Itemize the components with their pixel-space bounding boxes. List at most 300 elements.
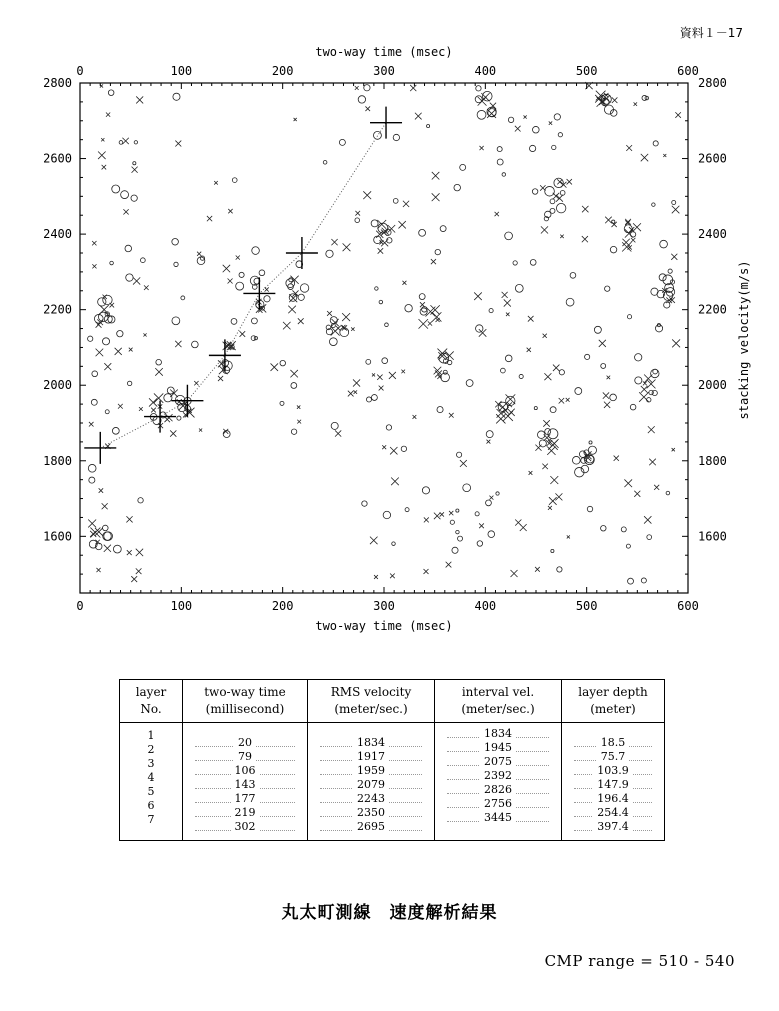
semblance-o-marker — [374, 236, 381, 243]
layer-no-cell: 2 — [120, 743, 182, 757]
two-way-time-cell: 219 — [183, 806, 307, 820]
semblance-o-marker — [532, 189, 538, 195]
velocity-picks — [84, 107, 402, 464]
header-line: (meter) — [590, 702, 636, 716]
semblance-o-marker — [405, 304, 412, 311]
semblance-x-marker — [413, 415, 417, 419]
semblance-x-marker — [283, 322, 291, 330]
semblance-o-marker — [362, 501, 367, 506]
semblance-o-marker — [131, 195, 137, 201]
semblance-o-marker — [630, 404, 636, 410]
y-right-tick-label: 2400 — [698, 227, 727, 242]
semblance-o-marker — [627, 315, 631, 319]
semblance-x-marker — [440, 512, 444, 516]
semblance-x-marker — [389, 372, 396, 379]
semblance-o-marker — [466, 380, 473, 387]
semblance-o-marker — [141, 258, 146, 263]
semblance-o-marker — [488, 531, 495, 538]
semblance-x-marker — [154, 393, 163, 402]
semblance-x-marker — [194, 381, 198, 385]
semblance-o-marker — [601, 363, 606, 368]
x-bottom-tick-label: 100 — [170, 599, 193, 613]
semblance-x-marker — [92, 264, 96, 268]
semblance-o-marker — [570, 272, 576, 278]
semblance-x-marker — [567, 535, 570, 538]
y-axis-right-label: stacking velocity(m/s) — [737, 260, 751, 420]
header-line: layer — [135, 685, 167, 699]
semblance-x-marker — [132, 167, 138, 173]
semblance-x-marker — [123, 209, 128, 214]
semblance-x-marker — [672, 339, 680, 347]
semblance-o-marker — [452, 547, 458, 553]
two-way-time-cell: 20 — [183, 736, 307, 750]
semblance-o-marker — [668, 269, 672, 273]
semblance-o-marker — [551, 549, 554, 552]
layer-table-wrapper — [119, 679, 665, 841]
semblance-x-marker — [139, 407, 143, 411]
y-left-tick-label: 2800 — [43, 76, 72, 90]
semblance-x-marker — [634, 491, 640, 497]
semblance-x-marker — [151, 408, 156, 413]
layer-no-cell: 4 — [120, 771, 182, 785]
page-reference: 資料１－17 — [679, 26, 743, 40]
header-line: interval vel. — [461, 685, 535, 699]
y-right-tick-label: 2800 — [698, 76, 727, 90]
layer-depth-cell: 103.9 — [562, 764, 664, 778]
semblance-o-marker — [197, 257, 205, 265]
semblance-x-marker — [535, 567, 540, 572]
semblance-o-marker — [103, 525, 109, 531]
y-left-tick-label: 2000 — [43, 378, 72, 393]
semblance-x-marker — [131, 576, 137, 582]
semblance-x-marker — [197, 252, 201, 256]
semblance-o-marker — [486, 500, 492, 506]
semblance-o-marker — [280, 360, 285, 365]
semblance-o-marker — [366, 397, 371, 402]
semblance-o-marker — [641, 578, 646, 583]
semblance-x-marker — [432, 172, 440, 180]
semblance-x-marker — [486, 440, 490, 444]
semblance-x-marker — [634, 102, 637, 105]
semblance-x-marker — [567, 179, 572, 184]
semblance-o-marker — [405, 508, 409, 512]
semblance-o-marker — [126, 274, 133, 281]
semblance-o-marker — [502, 173, 506, 177]
semblance-x-marker — [228, 278, 233, 283]
semblance-o-marker — [379, 300, 383, 304]
semblance-o-marker — [626, 544, 630, 548]
semblance-x-marker — [214, 181, 218, 185]
semblance-o-marker — [508, 117, 513, 122]
velocity-pick-cross — [84, 432, 116, 464]
semblance-x-marker — [524, 115, 527, 118]
semblance-o-marker — [572, 456, 580, 464]
semblance-x-marker — [542, 464, 548, 470]
x-bottom-tick-label: 200 — [271, 599, 294, 613]
semblance-x-marker — [342, 313, 350, 321]
semblance-o-marker — [177, 416, 181, 420]
semblance-o-marker — [232, 178, 237, 183]
semblance-o-marker — [386, 425, 391, 430]
semblance-o-marker — [331, 422, 338, 429]
rms-velocity-cell: 2695 — [308, 820, 434, 834]
header-line: (meter/sec.) — [461, 702, 535, 716]
semblance-o-marker — [121, 191, 129, 199]
semblance-o-marker — [102, 338, 109, 345]
semblance-x-marker — [398, 221, 405, 228]
x-axis-bottom-label: two-way time (msec) — [315, 619, 453, 633]
semblance-x-marker — [88, 520, 96, 528]
semblance-o-marker — [364, 85, 370, 91]
rms-velocity-cell: 2243 — [308, 792, 434, 806]
semblance-x-marker — [556, 195, 563, 202]
semblance-o-marker — [223, 431, 230, 438]
layer-depth-cell: 397.4 — [562, 820, 664, 834]
header-interval-velocity — [435, 680, 562, 723]
semblance-o-marker — [463, 484, 471, 492]
semblance-x-marker — [548, 506, 552, 510]
layer-no-cell: 5 — [120, 785, 182, 799]
semblance-x-marker — [355, 86, 359, 90]
semblance-x-marker — [122, 138, 128, 144]
semblance-x-marker — [90, 531, 96, 537]
semblance-x-marker — [560, 235, 563, 238]
semblance-o-marker — [655, 325, 662, 332]
semblance-x-marker — [506, 313, 509, 316]
semblance-o-marker — [373, 131, 381, 139]
semblance-x-marker — [549, 497, 557, 505]
semblance-x-marker — [298, 318, 304, 324]
semblance-o-marker — [259, 270, 265, 276]
semblance-o-marker — [475, 512, 479, 516]
semblance-o-marker — [554, 114, 560, 120]
semblance-o-marker — [375, 287, 378, 290]
velocity-pick-cross — [243, 277, 275, 309]
semblance-o-marker — [456, 509, 459, 512]
semblance-o-marker — [382, 358, 388, 364]
semblance-x-marker — [403, 201, 409, 207]
semblance-o-marker — [566, 298, 574, 306]
semblance-x-marker — [265, 287, 269, 291]
semblance-o-marker — [392, 542, 396, 546]
semblance-o-marker — [251, 336, 256, 341]
semblance-x-marker — [218, 376, 223, 381]
x-bottom-tick-label: 500 — [575, 599, 598, 613]
semblance-o-marker — [340, 328, 349, 337]
layer-depth-cell: 254.4 — [562, 806, 664, 820]
x-top-tick-label: 400 — [474, 64, 497, 78]
semblance-o-marker — [672, 200, 676, 204]
semblance-x-marker — [331, 239, 337, 245]
y-right-tick-label: 2600 — [698, 151, 727, 166]
semblance-x-marker — [624, 479, 632, 487]
semblance-o-marker — [89, 477, 95, 483]
semblance-o-marker — [174, 262, 178, 266]
semblance-x-marker — [336, 326, 341, 331]
axes — [43, 64, 727, 613]
semblance-o-marker — [250, 276, 259, 285]
interval-velocity-cell: 2826 — [435, 783, 561, 797]
semblance-x-marker — [431, 259, 436, 264]
semblance-o-marker — [385, 323, 389, 327]
semblance-x-marker — [625, 219, 631, 225]
semblance-x-marker — [612, 97, 618, 103]
semblance-x-marker — [377, 375, 382, 380]
semblance-x-marker — [647, 379, 656, 388]
semblance-x-marker — [199, 428, 202, 431]
semblance-x-marker — [133, 277, 140, 284]
semblance-o-marker — [291, 429, 296, 434]
semblance-x-marker — [511, 570, 518, 577]
semblance-o-marker — [443, 370, 447, 374]
layer-depth-column — [562, 723, 665, 841]
semblance-x-marker — [379, 386, 384, 391]
semblance-x-marker — [102, 503, 108, 509]
semblance-x-marker — [115, 348, 122, 355]
semblance-o-marker — [119, 141, 123, 145]
pick-trend-polyline — [100, 123, 386, 448]
semblance-o-marker — [92, 371, 98, 377]
semblance-o-marker — [456, 530, 459, 533]
semblance-x-marker — [543, 420, 550, 427]
semblance-x-marker — [604, 402, 610, 408]
semblance-x-marker — [155, 368, 163, 376]
semblance-x-marker — [391, 478, 399, 486]
semblance-o-marker — [450, 520, 454, 524]
semblance-x-marker — [644, 516, 651, 523]
semblance-x-marker — [543, 334, 547, 338]
semblance-x-marker — [104, 545, 111, 552]
rms-velocity-column — [308, 723, 435, 841]
semblance-o-marker — [460, 164, 466, 170]
semblance-o-marker — [117, 330, 123, 336]
semblance-o-marker — [529, 145, 535, 151]
header-line: RMS velocity — [330, 685, 412, 699]
semblance-x-marker — [603, 392, 609, 398]
rms-velocity-cell: 1959 — [308, 764, 434, 778]
two-way-time-cell: 302 — [183, 820, 307, 834]
semblance-o-marker — [419, 229, 426, 236]
semblance-x-marker — [297, 405, 300, 408]
semblance-o-marker — [156, 359, 162, 365]
semblance-x-marker — [641, 386, 648, 393]
semblance-o-marker — [476, 325, 483, 332]
semblance-x-marker — [290, 370, 297, 377]
semblance-x-marker — [648, 426, 655, 433]
semblance-o-marker — [458, 536, 463, 541]
semblance-o-marker — [534, 407, 537, 410]
y-right-tick-label: 2000 — [698, 378, 727, 393]
semblance-x-marker — [353, 379, 360, 386]
x-bottom-tick-label: 0 — [76, 599, 84, 613]
x-top-tick-label: 500 — [575, 64, 598, 78]
header-two-way-time — [183, 680, 308, 723]
semblance-x-marker — [294, 118, 297, 121]
semblance-o-marker — [621, 527, 626, 532]
semblance-x-marker — [639, 392, 649, 402]
semblance-x-marker — [672, 206, 680, 214]
semblance-o-marker — [172, 317, 180, 325]
semblance-x-marker — [544, 373, 551, 380]
semblance-x-marker — [432, 193, 440, 201]
semblance-o-marker — [653, 141, 658, 146]
semblance-o-marker — [358, 96, 365, 103]
semblance-o-marker — [88, 336, 93, 341]
semblance-o-marker — [647, 535, 652, 540]
cmp-range: CMP range = 510 - 540 — [544, 952, 735, 970]
semblance-x-marker — [479, 146, 483, 150]
semblance-o-marker — [519, 374, 523, 378]
semblance-o-marker — [515, 284, 523, 292]
semblance-o-marker — [587, 506, 592, 511]
two-way-time-cell: 106 — [183, 764, 307, 778]
semblance-markers — [88, 82, 681, 584]
semblance-o-marker — [489, 309, 493, 313]
semblance-o-marker — [181, 296, 185, 300]
semblance-o-marker — [476, 86, 481, 91]
semblance-o-marker — [454, 184, 461, 191]
semblance-x-marker — [566, 398, 570, 402]
layer-no-cell: 3 — [120, 757, 182, 771]
semblance-o-marker — [440, 226, 446, 232]
semblance-o-marker — [91, 399, 97, 405]
semblance-o-marker — [164, 394, 172, 402]
semblance-x-marker — [365, 106, 370, 111]
pick-trend-line — [100, 123, 386, 448]
semblance-x-marker — [614, 456, 619, 461]
semblance-x-marker — [106, 113, 110, 117]
semblance-x-marker — [96, 568, 100, 572]
layer-no-cell: 1 — [120, 729, 182, 743]
semblance-o-marker — [105, 410, 109, 414]
semblance-o-marker — [575, 388, 582, 395]
semblance-o-marker — [138, 498, 143, 503]
velocity-pick-cross — [144, 401, 176, 433]
interval-velocity-cell: 2392 — [435, 769, 561, 783]
two-way-time-cell: 143 — [183, 778, 307, 792]
rms-velocity-cell: 2350 — [308, 806, 434, 820]
semblance-o-marker — [280, 401, 284, 405]
semblance-o-marker — [635, 377, 642, 384]
semblance-x-marker — [424, 517, 429, 522]
semblance-x-marker — [175, 141, 181, 147]
two-way-time-cell: 79 — [183, 750, 307, 764]
semblance-x-marker — [355, 211, 360, 216]
semblance-x-marker — [631, 238, 635, 242]
semblance-x-marker — [223, 265, 230, 272]
semblance-x-marker — [550, 476, 558, 484]
semblance-x-marker — [374, 575, 378, 579]
semblance-o-marker — [251, 318, 257, 324]
x-bottom-tick-label: 400 — [474, 599, 497, 613]
semblance-x-marker — [144, 285, 149, 290]
y-left-tick-label: 2400 — [43, 227, 72, 242]
velocity-pick-cross — [370, 107, 402, 139]
y-left-tick-label: 1800 — [43, 453, 72, 468]
semblance-o-marker — [112, 185, 120, 193]
semblance-x-marker — [432, 312, 441, 321]
layer-depth-cell: 18.5 — [562, 736, 664, 750]
semblance-o-marker — [172, 239, 179, 246]
semblance-o-marker — [550, 199, 555, 204]
semblance-x-marker — [489, 496, 493, 500]
semblance-x-marker — [92, 241, 96, 245]
semblance-x-marker — [446, 562, 452, 568]
semblance-x-marker — [449, 511, 453, 515]
semblance-o-marker — [594, 326, 601, 333]
semblance-x-marker — [89, 422, 94, 427]
semblance-x-marker — [297, 420, 301, 424]
semblance-o-marker — [530, 259, 536, 265]
x-top-tick-label: 100 — [170, 64, 193, 78]
interval-velocity-cell: 1945 — [435, 741, 561, 755]
two-way-time-column — [183, 723, 308, 841]
semblance-o-marker — [125, 245, 132, 252]
semblance-o-marker — [610, 394, 617, 401]
semblance-x-marker — [143, 333, 146, 336]
semblance-o-marker — [653, 369, 658, 374]
semblance-x-marker — [348, 391, 354, 397]
velocity-pick-cross — [171, 385, 203, 417]
semblance-x-marker — [98, 152, 106, 160]
semblance-o-marker — [231, 318, 237, 324]
semblance-o-marker — [323, 160, 327, 164]
semblance-x-marker — [607, 376, 611, 380]
y-left-tick-label: 2600 — [43, 151, 72, 166]
semblance-o-marker — [339, 139, 345, 145]
x-top-tick-label: 200 — [271, 64, 294, 78]
semblance-x-marker — [559, 398, 564, 403]
semblance-x-marker — [599, 340, 606, 347]
semblance-o-marker — [497, 147, 502, 152]
semblance-x-marker — [118, 404, 123, 409]
semblance-o-marker — [112, 427, 119, 434]
semblance-o-marker — [355, 218, 360, 223]
header-line: two-way time — [204, 685, 286, 699]
semblance-o-marker — [652, 390, 657, 395]
semblance-x-marker — [388, 225, 396, 233]
semblance-o-marker — [134, 141, 137, 144]
semblance-o-marker — [110, 261, 114, 265]
semblance-x-marker — [351, 327, 354, 330]
semblance-o-marker — [456, 452, 461, 457]
semblance-o-marker — [291, 383, 297, 389]
semblance-x-marker — [541, 226, 548, 233]
semblance-x-marker — [363, 191, 371, 199]
semblance-o-marker — [252, 247, 260, 255]
semblance-x-marker — [654, 485, 659, 490]
semblance-o-marker — [496, 492, 499, 495]
interval-velocity-cell: 3445 — [435, 811, 561, 825]
semblance-x-marker — [663, 154, 666, 157]
semblance-x-marker — [419, 319, 428, 328]
semblance-x-marker — [535, 445, 541, 451]
semblance-o-marker — [651, 369, 659, 377]
layer-table — [119, 679, 665, 841]
layer-no-column — [120, 723, 183, 841]
semblance-x-marker — [529, 471, 533, 475]
semblance-x-marker — [136, 96, 143, 103]
figure-caption: 丸太町測線 速度解析結果 — [281, 903, 498, 923]
semblance-o-marker — [173, 93, 180, 100]
semblance-x-marker — [271, 363, 279, 371]
semblance-o-marker — [127, 381, 131, 385]
y-left-tick-label: 2200 — [43, 302, 72, 317]
semblance-x-marker — [515, 126, 521, 132]
semblance-o-marker — [559, 370, 564, 375]
semblance-o-marker — [422, 487, 429, 494]
semblance-x-marker — [504, 299, 511, 306]
